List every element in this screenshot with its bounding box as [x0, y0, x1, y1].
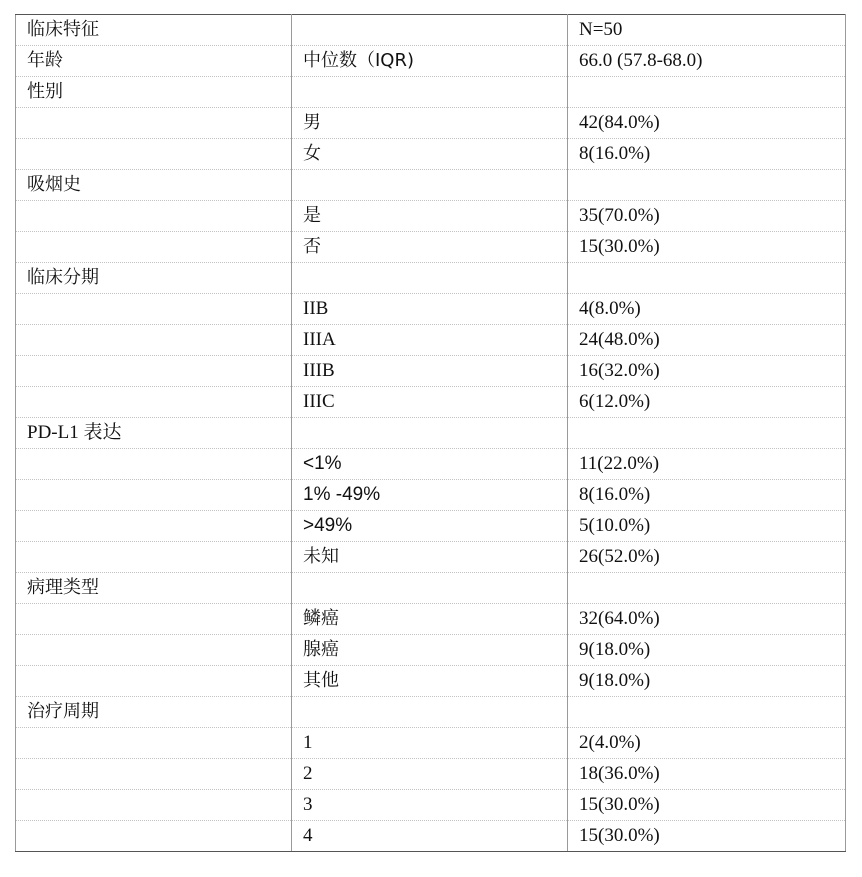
- value-cell: 8(16.0%): [568, 139, 846, 170]
- feature-cell: [16, 325, 292, 356]
- subgroup-cell: IIIA: [292, 325, 568, 356]
- value-cell: 11(22.0%): [568, 449, 846, 480]
- feature-cell: [16, 480, 292, 511]
- subgroup-cell: 1% -49%: [292, 480, 568, 511]
- table-row: [16, 294, 846, 325]
- table-row: [16, 356, 846, 387]
- subgroup-cell: <1%: [292, 449, 568, 480]
- value-cell: [568, 573, 846, 604]
- feature-cell: 病理类型: [16, 573, 292, 604]
- feature-cell: [16, 821, 292, 852]
- table-row: [16, 46, 846, 77]
- subgroup-cell: [292, 697, 568, 728]
- subgroup-cell: 其他: [292, 666, 568, 697]
- subgroup-cell: 4: [292, 821, 568, 852]
- header-subgroup-cell: [292, 15, 568, 46]
- table-row: [16, 511, 846, 542]
- table-row: [16, 170, 846, 201]
- subgroup-cell: 否: [292, 232, 568, 263]
- table-row: [16, 790, 846, 821]
- subgroup-cell: 男: [292, 108, 568, 139]
- feature-cell: [16, 604, 292, 635]
- table-row: [16, 728, 846, 759]
- value-cell: 24(48.0%): [568, 325, 846, 356]
- table-row: [16, 139, 846, 170]
- table-row: [16, 418, 846, 449]
- subgroup-cell: 是: [292, 201, 568, 232]
- table-row: [16, 666, 846, 697]
- subgroup-cell: IIB: [292, 294, 568, 325]
- feature-cell: [16, 790, 292, 821]
- value-cell: 15(30.0%): [568, 232, 846, 263]
- value-cell: [568, 697, 846, 728]
- subgroup-cell: [292, 170, 568, 201]
- feature-cell: [16, 356, 292, 387]
- value-cell: 2(4.0%): [568, 728, 846, 759]
- table-row: [16, 821, 846, 852]
- value-cell: 15(30.0%): [568, 790, 846, 821]
- header-value-cell: N=50: [568, 15, 846, 46]
- subgroup-cell: [292, 418, 568, 449]
- feature-cell: 吸烟史: [16, 170, 292, 201]
- table-row: [16, 201, 846, 232]
- subgroup-cell: 2: [292, 759, 568, 790]
- feature-cell: 治疗周期: [16, 697, 292, 728]
- table-header-row: [16, 15, 846, 46]
- feature-cell: 性别: [16, 77, 292, 108]
- subgroup-cell: 1: [292, 728, 568, 759]
- value-cell: 32(64.0%): [568, 604, 846, 635]
- table-row: [16, 108, 846, 139]
- subgroup-cell: >49%: [292, 511, 568, 542]
- subgroup-cell: 3: [292, 790, 568, 821]
- feature-cell: [16, 139, 292, 170]
- table-row: [16, 635, 846, 666]
- value-cell: 35(70.0%): [568, 201, 846, 232]
- header-feature-cell: 临床特征: [16, 15, 292, 46]
- table-row: [16, 77, 846, 108]
- table-row: [16, 232, 846, 263]
- feature-cell: PD-L1 表达: [16, 418, 292, 449]
- value-cell: 9(18.0%): [568, 635, 846, 666]
- table-row: [16, 480, 846, 511]
- value-cell: 15(30.0%): [568, 821, 846, 852]
- value-cell: 18(36.0%): [568, 759, 846, 790]
- value-cell: 5(10.0%): [568, 511, 846, 542]
- subgroup-cell: IIIB: [292, 356, 568, 387]
- table-row: [16, 573, 846, 604]
- value-cell: 9(18.0%): [568, 666, 846, 697]
- table-row: [16, 697, 846, 728]
- table-row: [16, 325, 846, 356]
- feature-cell: [16, 666, 292, 697]
- feature-cell: [16, 511, 292, 542]
- value-cell: [568, 77, 846, 108]
- subgroup-cell: [292, 263, 568, 294]
- clinical-characteristics-table: [15, 14, 846, 852]
- table-row: [16, 263, 846, 294]
- feature-cell: [16, 294, 292, 325]
- subgroup-cell: 女: [292, 139, 568, 170]
- value-cell: [568, 170, 846, 201]
- value-cell: [568, 263, 846, 294]
- subgroup-cell: [292, 573, 568, 604]
- subgroup-cell: 鳞癌: [292, 604, 568, 635]
- value-cell: 16(32.0%): [568, 356, 846, 387]
- feature-cell: [16, 728, 292, 759]
- table-row: [16, 542, 846, 573]
- subgroup-cell: 腺癌: [292, 635, 568, 666]
- table-row: [16, 387, 846, 418]
- subgroup-cell: [292, 77, 568, 108]
- subgroup-cell: IIIC: [292, 387, 568, 418]
- value-cell: 42(84.0%): [568, 108, 846, 139]
- feature-cell: [16, 387, 292, 418]
- value-cell: [568, 418, 846, 449]
- subgroup-cell: 未知: [292, 542, 568, 573]
- value-cell: 6(12.0%): [568, 387, 846, 418]
- value-cell: 4(8.0%): [568, 294, 846, 325]
- feature-cell: [16, 201, 292, 232]
- feature-cell: [16, 108, 292, 139]
- feature-cell: [16, 449, 292, 480]
- feature-cell: 年龄: [16, 46, 292, 77]
- subgroup-cell: 中位数（IQR): [292, 46, 568, 77]
- value-cell: 8(16.0%): [568, 480, 846, 511]
- table-row: [16, 759, 846, 790]
- value-cell: 26(52.0%): [568, 542, 846, 573]
- table-row: [16, 604, 846, 635]
- value-cell: 66.0 (57.8-68.0): [568, 46, 846, 77]
- feature-cell: [16, 232, 292, 263]
- feature-cell: [16, 542, 292, 573]
- feature-cell: [16, 759, 292, 790]
- table-row: [16, 449, 846, 480]
- feature-cell: [16, 635, 292, 666]
- feature-cell: 临床分期: [16, 263, 292, 294]
